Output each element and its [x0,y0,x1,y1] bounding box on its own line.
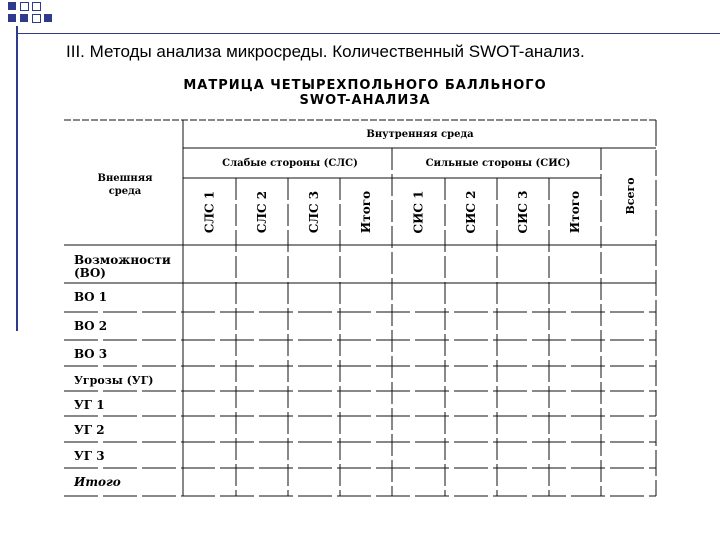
column-header-1: СЛС 1 [202,190,217,234]
column-header-7: СИС 3 [516,190,530,234]
row-label-2: ВО 2 [74,319,108,333]
column-header-4: Итого [359,190,373,234]
weak-sides-label: Слабые стороны (СЛС) [222,158,358,169]
external-env-label-2: среда [108,186,142,197]
row-label-3: ВО 3 [74,347,108,361]
column-header-2: СЛС 2 [255,190,269,234]
row-label-6: УГ 2 [74,423,105,437]
column-header-3: СЛС 3 [307,190,321,234]
row-label-opportunities: Возможности [74,253,171,267]
row-label-threats: Угрозы (УГ) [74,374,154,387]
external-env-label: Внешняя [97,173,153,184]
internal-env-label: Внутренняя среда [366,129,474,140]
total-column-header: Всего [624,177,637,215]
strong-sides-label: Сильные стороны (СИС) [425,158,571,169]
column-header-8: Итого [568,190,582,234]
row-label-7: УГ 3 [74,449,105,463]
column-header-6: СИС 2 [464,190,478,234]
row-label-8: Итого [74,475,121,489]
row-label-5: УГ 1 [74,398,105,412]
row-label-opportunities-2: (ВО) [74,266,106,280]
matrix-title-line1: МАТРИЦА ЧЕТЫРЕХПОЛЬНОГО БАЛЛЬНОГО [183,78,547,93]
slide-title: III. Методы анализа микросреды. Количественный SWOT-анализ. [66,42,585,61]
column-header-5: СИС 1 [411,190,426,234]
row-label-1: ВО 1 [74,290,108,304]
matrix-grid [64,120,656,496]
matrix-title-line2: SWOT-АНАЛИЗА [299,93,431,108]
